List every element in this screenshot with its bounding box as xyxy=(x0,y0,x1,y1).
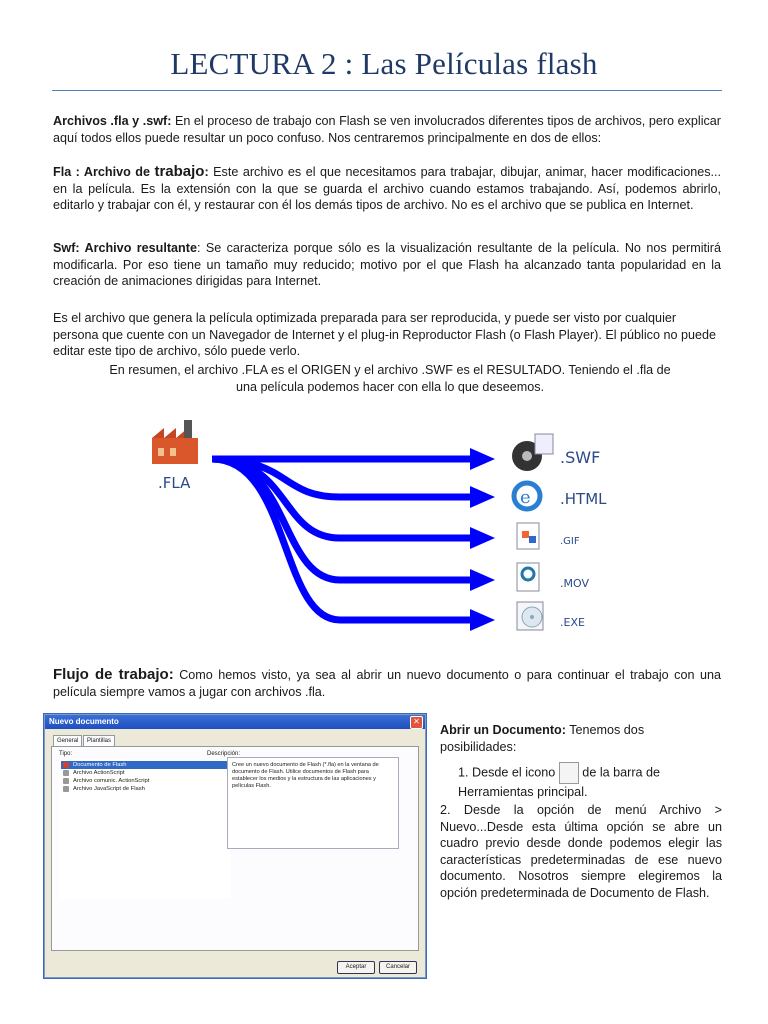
intro-paragraph xyxy=(53,113,721,146)
svg-text:e: e xyxy=(520,487,531,508)
swf-text: : Se caracteriza porque sólo es la visualización resultante de la película. No nos permitirá modificarla. Por eso tiene un tamaño muy reducido; motivo por el que Flash ha alcanzado tanta popularidad en la creación de animaciones dirigidas para Internet. xyxy=(53,241,721,288)
description-box: Cree un nuevo documento de Flash (*.fla) en la ventana de documento de Flash. Utilice documentos de Flash para establecer los medios y la estructura de las aplicaciones y películas Flash. xyxy=(227,757,399,849)
fla-label-1: Fla : Archivo de xyxy=(53,165,155,179)
paragraph-3: Es el archivo que genera la película optimizada preparada para ser reproducida, y puede ser visto por cualquier persona que cuente con un Navegador de Internet y el plug-in Reproductor Flash (o Flash Player). El público no puede editar este tipo de archivo, sólo puede verlo. xyxy=(53,311,716,358)
tab-plantillas[interactable]: Plantillas xyxy=(83,735,115,747)
document-type-list xyxy=(59,759,231,899)
gif-file-icon xyxy=(517,523,539,549)
target-html-label: .HTML xyxy=(560,490,607,508)
cancel-button[interactable]: Cancelar xyxy=(379,961,417,974)
fla-label-2: trabajo xyxy=(154,163,205,180)
tipos-label: Tipo: xyxy=(59,751,73,757)
step-1-text-b: de la barra de Herramientas principal. xyxy=(458,765,661,799)
step-1-text-a: 1. Desde el icono xyxy=(458,765,559,780)
arrows xyxy=(212,459,470,620)
abrir-label: Abrir un Documento: xyxy=(440,723,566,737)
list-item[interactable]: Archivo comunic. ActionScript xyxy=(61,777,229,785)
step-2: 2. Desde la opción de menú Archivo > Nuevo...Desde esta última opción se abre un cuadro previo desde donde podemos elegir las características predeterminadas de ese nuevo documento. Nosotros siempre elegiremos la opción predeterminada de Documento de Flash. xyxy=(440,803,722,900)
flujo-label: Flujo de trabajo: xyxy=(53,666,174,683)
summary-paragraph: En resumen, el archivo .FLA es el ORIGEN y el archivo .SWF es el RESULTADO. Teniendo el .fla de una película podemos hacer con ella lo que deseemos. xyxy=(109,363,671,394)
arrowheads xyxy=(470,448,495,631)
list-item[interactable]: Archivo ActionScript xyxy=(61,769,229,777)
intro-text: En el proceso de trabajo con Flash se ven involucrados diferentes tipos de archivos, pero explicar aquí todos ellos puede resultar un poco confuso. Nos centraremos principalmente en dos de ellos: xyxy=(53,114,721,145)
new-document-dialog xyxy=(44,714,426,978)
source-label: .FLA xyxy=(158,474,191,492)
target-exe-label: .EXE xyxy=(560,616,585,629)
list-item[interactable]: Documento de Flash xyxy=(61,761,229,769)
factory-icon xyxy=(152,420,198,464)
fla-text: Este archivo es el que necesitamos para trabajar, dibujar, animar, hacer modificaciones... en la película. Es la extensión con la que se guarda el archivo cuando estamos trabajando. Así, podemos abrirlo, editarlo y trabajar con él, y restaurar con él los demás tipos de archivo. No es el archivo que se publica en Internet. xyxy=(53,165,721,212)
flujo-text: Como hemos visto, ya sea al abrir un nuevo documento o para continuar el trabajo con una película siempre vamos a jugar con archivos .fla. xyxy=(53,668,721,699)
ie-icon xyxy=(514,483,540,509)
target-swf-label: .SWF xyxy=(560,448,601,467)
flujo-paragraph xyxy=(53,667,721,700)
description-label: Descripción: xyxy=(207,751,241,757)
fla-label-3: : xyxy=(204,165,209,179)
swf-label: Swf: Archivo resultante xyxy=(53,241,197,255)
target-gif-label: .GIF xyxy=(560,536,580,547)
film-reel-icon xyxy=(512,434,553,471)
mov-file-icon xyxy=(517,563,539,591)
page-title: LECTURA 2 : Las Películas flash xyxy=(170,46,598,81)
new-document-icon xyxy=(559,762,579,784)
fla-paragraph xyxy=(53,164,721,214)
exe-disc-icon xyxy=(517,602,543,630)
abrir-text: Tenemos dos posibilidades: xyxy=(440,723,645,754)
intro-label: Archivos .fla y .swf: xyxy=(53,114,172,128)
fla-diagram xyxy=(140,420,620,640)
swf-paragraph xyxy=(53,240,721,290)
accept-button[interactable]: Aceptar xyxy=(337,961,375,974)
target-mov-label: .MOV xyxy=(560,577,589,590)
dialog-title: Nuevo documento xyxy=(45,715,425,729)
abrir-paragraph xyxy=(440,722,722,755)
title-divider xyxy=(52,90,722,91)
close-icon[interactable]: ✕ xyxy=(410,716,423,729)
step-1 xyxy=(458,762,722,801)
tab-general[interactable]: General xyxy=(53,735,82,747)
list-item[interactable]: Archivo JavaScript de Flash xyxy=(61,785,229,793)
